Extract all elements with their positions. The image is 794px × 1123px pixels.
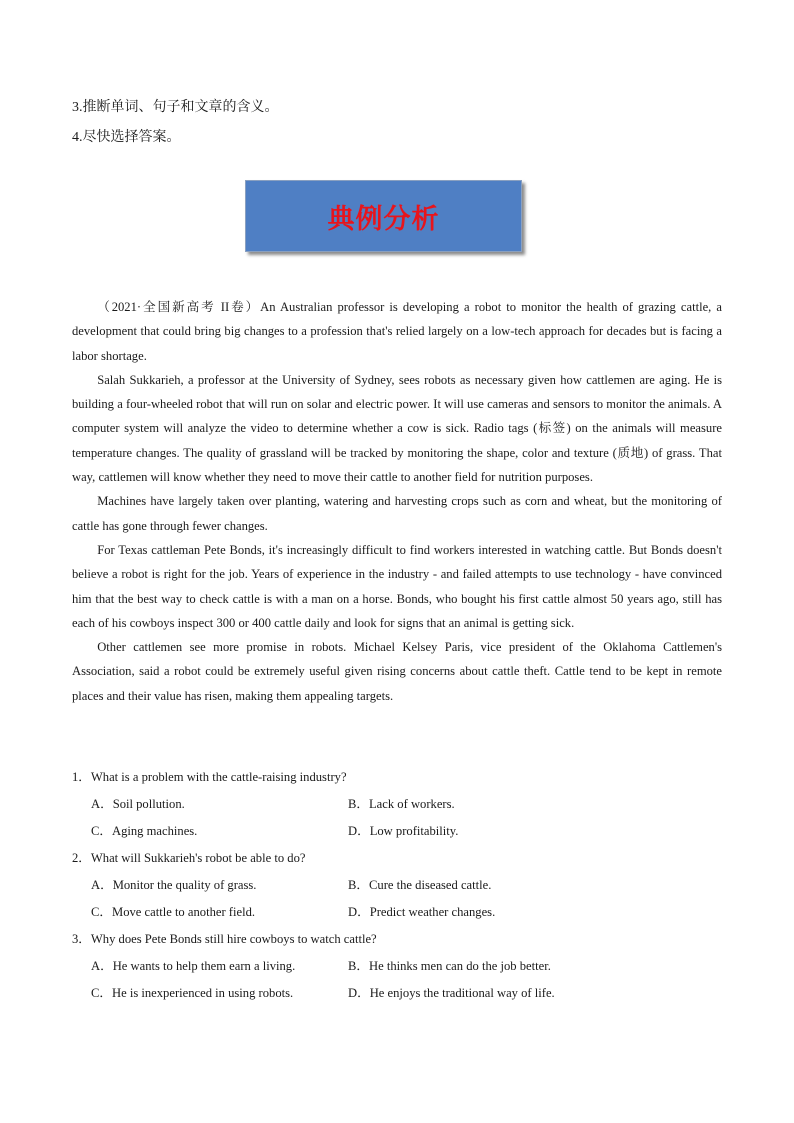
option-a: A．Monitor the quality of grass. — [91, 878, 257, 892]
option-row — [72, 818, 722, 845]
option-b: B．Cure the diseased cattle. — [348, 878, 492, 892]
option-c: C．Aging machines. — [91, 824, 198, 838]
tip-item: 3.推断单词、句子和文章的含义。 — [72, 100, 279, 115]
section-banner — [245, 180, 522, 252]
option-row — [72, 791, 722, 818]
banner-title: 典例分析 — [327, 203, 440, 235]
tip-item: 4.尽快选择答案。 — [72, 130, 181, 145]
option-d: D．Low profitability. — [348, 824, 459, 838]
question-1 — [72, 764, 722, 845]
option-row — [72, 872, 722, 899]
question-2 — [72, 845, 722, 926]
reading-passage — [72, 295, 722, 708]
passage-paragraph: Salah Sukkarieh, a professor at the University of Sydney, sees robots as necessary given how cattlemen are aging. He is building a four-wheeled robot that will run on solar and electric power. It will use cameras and sensors to monitor the animals. A computer system will analyze the video to determine whether a cow is sick. Radio tags (标签) on the animals will measure temperature changes. The quality of grassland will be tracked by monitoring the shape, color and texture (质地) of grass. That way, cattlemen will know whether they need to move their cattle to another field for nutrition purposes. — [72, 372, 722, 485]
passage-paragraph: Other cattlemen see more promise in robots. Michael Kelsey Paris, vice president of the Oklahoma Cattlemen's Association, said a robot could be extremely useful given rising concerns about cattle theft. Cattle tend to be kept in remote places and their value has risen, making them appealing targets. — [72, 640, 722, 703]
option-d: D．He enjoys the traditional way of life. — [348, 986, 555, 1000]
option-b: B．He thinks men can do the job better. — [348, 959, 551, 973]
option-b: B．Lack of workers. — [348, 797, 455, 811]
passage-paragraph: （2021·全国新高考 II卷）An Australian professor is developing a robot to monitor the health of grazing cattle, a development that could bring big changes to a profession that's relied largely on a low-tech approach for decades but is facing a labor shortage. — [72, 300, 722, 363]
option-d: D．Predict weather changes. — [348, 905, 496, 919]
question-list — [72, 764, 722, 1007]
question-3 — [72, 926, 722, 1007]
option-c: C．Move cattle to another field. — [91, 905, 256, 919]
question-stem: 1．What is a problem with the cattle-raising industry? — [72, 770, 347, 784]
passage-paragraph: Machines have largely taken over planting, watering and harvesting crops such as corn and wheat, but the monitoring of cattle has gone through fewer changes. — [72, 494, 722, 533]
question-stem: 2．What will Sukkarieh's robot be able to do? — [72, 851, 306, 865]
passage-paragraph: For Texas cattleman Pete Bonds, it's increasingly difficult to find workers interested in watching cattle. But Bonds doesn't believe a robot is right for the job. Years of experience in the industry - and failed attempts to use technology - have convinced him that the best way to check cattle is with a man on a horse. Bonds, who bought his first cattle almost 50 years ago, still has each of his cowboys inspect 300 or 400 cattle daily and look for signs that an animal is getting sick. — [72, 542, 722, 630]
option-row — [72, 980, 722, 1007]
option-row — [72, 953, 722, 980]
option-a: A．Soil pollution. — [91, 797, 185, 811]
option-a: A．He wants to help them earn a living. — [91, 959, 296, 973]
tips-list — [72, 93, 279, 153]
question-stem: 3．Why does Pete Bonds still hire cowboys to watch cattle? — [72, 932, 377, 946]
option-row — [72, 899, 722, 926]
option-c: C．He is inexperienced in using robots. — [91, 986, 294, 1000]
